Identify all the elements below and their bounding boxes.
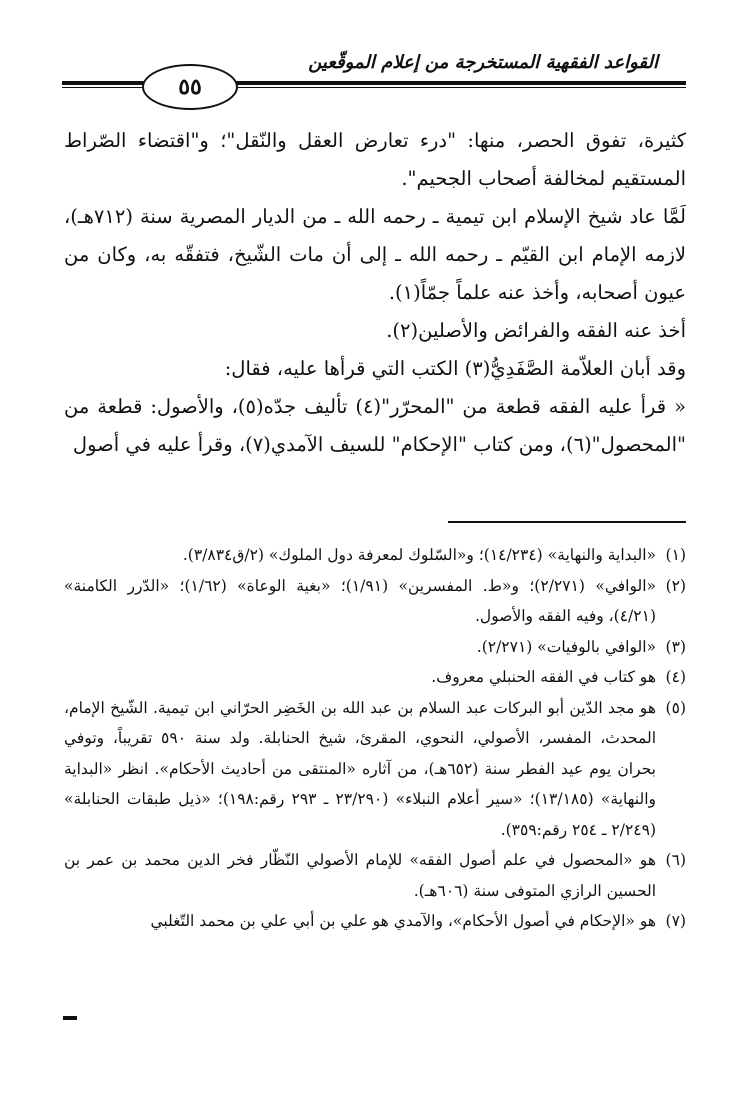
paragraph: كثيرة، تفوق الحصر، منها: "درء تعارض العقل والنّقل"؛ و"اقتضاء الصّراط المستقيم لمخالفة أصحاب الجحيم". <box>64 129 686 190</box>
footnote-number: (١) <box>665 546 686 564</box>
footnote-text: هو كتاب في الفقه الحنبلي معروف. <box>431 668 656 686</box>
footnote <box>64 693 686 846</box>
footnote-number: (٥) <box>665 698 686 717</box>
paragraph: لَمَّا عاد شيخ الإسلام ابن تيمية ـ رحمه الله ـ من الديار المصرية سنة (٧١٢هـ)، لازمه الإمام ابن القيّم ـ رحمه الله ـ إلى أن مات الشّيخ، فتفقّه به، وكان من عيون أصحابه، وأخذ عنه علماً جمّاً(١). <box>64 205 686 304</box>
footnote <box>64 662 686 693</box>
main-text <box>64 122 686 464</box>
paragraph: وقد أبان العلاّمة الصَّفَدِيُّ(٣) الكتب التي قرأها عليه، فقال: <box>224 357 686 380</box>
footnote-number: (٢) <box>665 576 687 595</box>
page-number: ٥٥ <box>142 64 238 110</box>
footnote <box>64 845 686 906</box>
footnote <box>64 571 686 632</box>
footnote-text: هو «المحصول في علم أصول الفقه» للإمام الأصولي النّظّار فخر الدين محمد بن عمر بن الحسين الرازي المتوفى سنة (٦٠٦هـ). <box>64 851 656 900</box>
footnote-text: «البداية والنهاية» (١٤/٢٣٤)؛ و«السّلوك لمعرفة دول الملوك» (٢/ق٣/٨٣٤). <box>182 546 656 564</box>
footnote <box>64 906 686 937</box>
footnote <box>64 540 686 571</box>
footnote-text: «الوافي» (٢/٢٧١)؛ و«ط. المفسرين» (١/٩١)؛ «بغية الوعاة» (١/٦٢)؛ «الدّرر الكامنة» (٤/٢١)، وفيه الفقه والأصول. <box>64 576 657 625</box>
footnote-text: هو «الإحكام في أصول الأحكام»، والآمدي هو علي بن أبي علي بن محمد التّغلبي <box>150 912 656 930</box>
footnote-number: (٧) <box>665 912 686 930</box>
continuation-mark <box>63 1016 77 1020</box>
paragraph: « قرأ عليه الفقه قطعة من "المحرّر"(٤) تأليف جدّه(٥)، والأصول: قطعة من "المحصول"(٦)، ومن كتاب "الإحكام" للسيف الآمدي(٧)، وقرأ عليه في أصول <box>64 395 687 456</box>
running-title: القواعد الفقهية المستخرجة من إعلام الموقّعين <box>308 52 658 73</box>
footnote-text: هو مجد الدّين أبو البركات عبد السلام بن عبد الله بن الخَضِر الحرّاني ابن تيمية. الشّيخ الإمام، المحدث، المفسر، الأصولي، النحوي، المقرئ، شيخ الحنابلة. ولد سنة ٥٩٠ تقريباً، وتوفي بحران يوم عيد الفطر سنة (٦٥٢هـ)، من آثاره «المنتقى من أحاديث الأحكام». انظر «البداية والنهاية» (١٣/١٨٥)؛ «سير أعلام النبلاء» (٢٣/٢٩٠ ـ ٢٩٣ رقم:١٩٨)؛ «ذيل طبقات الحنابلة» (٢/٢٤٩ ـ ٢٥٤ رقم:٣٥٩). <box>64 698 657 839</box>
footnote-separator <box>448 521 686 523</box>
footnote-text: «الوافي بالوفيات» (٢/٢٧١). <box>476 637 656 656</box>
footnote-number: (٦) <box>665 851 686 869</box>
footnote <box>64 632 686 663</box>
footnote-number: (٤) <box>665 668 686 686</box>
footnotes <box>64 540 686 937</box>
footnote-number: (٣) <box>665 637 686 656</box>
paragraph: أخذ عنه الفقه والفرائض والأصلين(٢). <box>386 319 686 342</box>
